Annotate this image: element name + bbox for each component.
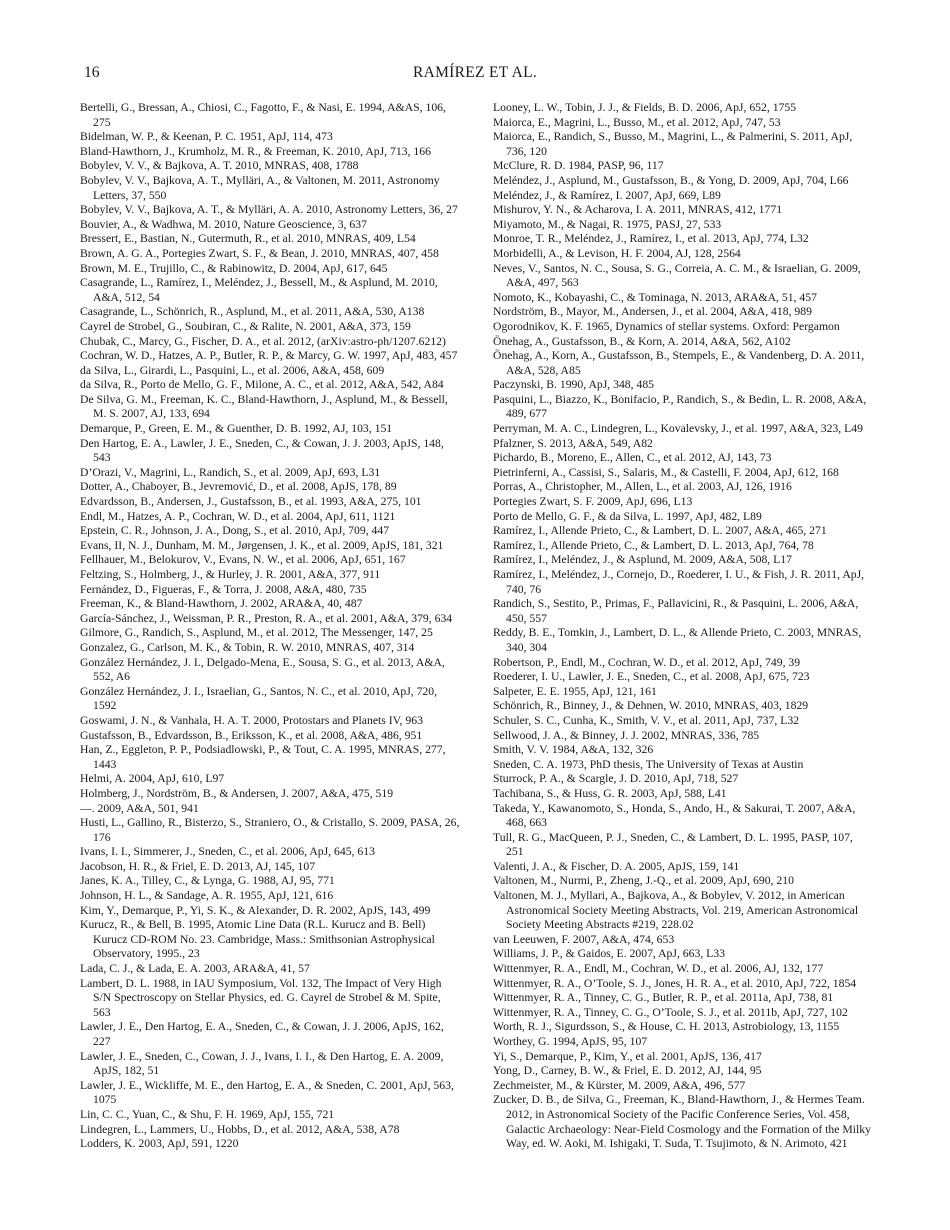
reference-entry: Sturrock, P. A., & Scargle, J. D. 2010, ApJ, 718, 527 <box>493 772 739 786</box>
reference-entry: Dotter, A., Chaboyer, B., Jevremović, D., et al. 2008, ApJS, 178, 89 <box>80 480 397 494</box>
reference-entry: Wittenmyer, R. A., Endl, M., Cochran, W. D., et al. 2006, AJ, 132, 177 <box>493 962 824 976</box>
reference-entry: Bobylev, V. V., Bajkova, A. T., Mylläri, A., & Valtonen, M. 2011, Astronomy Letters, 37, 550 <box>80 173 440 202</box>
reference-entry: Wittenmyer, R. A., Tinney, C. G., Butler, R. P., et al. 2011a, ApJ, 738, 81 <box>493 991 834 1005</box>
reference-entry: Portegies Zwart, S. F. 2009, ApJ, 696, L13 <box>493 495 693 509</box>
reference-entry: Lin, C. C., Yuan, C., & Shu, F. H. 1969, ApJ, 155, 721 <box>80 1107 335 1121</box>
reference-entry: Roederer, I. U., Lawler, J. E., Sneden, C., et al. 2008, ApJ, 675, 723 <box>493 670 810 684</box>
reference-entry: Pietrinferni, A., Cassisi, S., Salaris, M., & Castelli, F. 2004, ApJ, 612, 168 <box>493 465 839 479</box>
reference-entry: Wittenmyer, R. A., Tinney, C. G., O’Toole, S. J., et al. 2011b, ApJ, 727, 102 <box>493 1005 848 1019</box>
reference-entry: Bertelli, G., Bressan, A., Chiosi, C., Fagotto, F., & Nasi, E. 1994, A&AS, 106, 275 <box>80 101 446 129</box>
reference-entry: Sneden, C. A. 1973, PhD thesis, The University of Texas at Austin <box>493 757 804 771</box>
reference-entry: Randich, S., Sestito, P., Primas, F., Pallavicini, R., & Pasquini, L. 2006, A&A, 450, 557 <box>493 597 859 625</box>
reference-entry: Bressert, E., Bastian, N., Gutermuth, R., et al. 2010, MNRAS, 409, L54 <box>80 232 416 246</box>
reference-entry: Johnson, H. L., & Sandage, A. R. 1955, ApJ, 121, 616 <box>80 889 334 903</box>
reference-entry: Valtonen, M. J., Myllari, A., Bajkova, A., & Bobylev, V. 2012, in American Astronomical Society Meeting Abstracts, Vol. 219, American Astronomical Society Meeting Abstracts #219, 228.02 <box>493 889 859 932</box>
reference-entry: Casagrande, L., Ramírez, I., Meléndez, J., Bessell, M., & Asplund, M. 2010, A&A, 512, 54 <box>80 276 438 304</box>
reference-entry: —. 2009, A&A, 501, 941 <box>80 801 199 815</box>
reference-entry: Cayrel de Strobel, G., Soubiran, C., & Ralite, N. 2001, A&A, 373, 159 <box>80 319 411 333</box>
reference-entry: Wittenmyer, R. A., O’Toole, S. J., Jones, H. R. A., et al. 2010, ApJ, 722, 1854 <box>493 976 857 990</box>
reference-entry: Bobylev, V. V., Bajkova, A. T., & Mylläri, A. A. 2010, Astronomy Letters, 36, 27 <box>80 203 458 217</box>
reference-entry: Maiorca, E., Randich, S., Busso, M., Magrini, L., & Palmerini, S. 2011, ApJ, 736, 120 <box>493 130 853 158</box>
reference-entry: da Silva, R., Porto de Mello, G. F., Milone, A. C., et al. 2012, A&A, 542, A84 <box>80 378 444 392</box>
reference-entry: Gilmore, G., Randich, S., Asplund, M., et al. 2012, The Messenger, 147, 25 <box>80 626 433 640</box>
reference-entry: Nordström, B., Mayor, M., Andersen, J., et al. 2004, A&A, 418, 989 <box>493 305 812 319</box>
reference-entry: González Hernández, J. I., Israelian, G., Santos, N. C., et al. 2010, ApJ, 720, 1592 <box>80 684 438 713</box>
reference-entry: Lindegren, L., Lammers, U., Hobbs, D., et al. 2012, A&A, 538, A78 <box>80 1122 400 1136</box>
reference-entry: Ramírez, I., Meléndez, J., Cornejo, D., Roederer, I. U., & Fish, J. R. 2011, ApJ, 740, 76 <box>493 568 865 596</box>
reference-entry: Takeda, Y., Kawanomoto, S., Honda, S., Ando, H., & Sakurai, T. 2007, A&A, 468, 663 <box>493 801 856 830</box>
reference-entry: Lodders, K. 2003, ApJ, 591, 1220 <box>80 1137 239 1151</box>
reference-entry: Lawler, J. E., Sneden, C., Cowan, J. J., Ivans, I. I., & Den Hartog, E. A. 2009, ApJS, 182, 51 <box>80 1049 444 1078</box>
reference-entry: Casagrande, L., Schönrich, R., Asplund, M., et al. 2011, A&A, 530, A138 <box>80 305 425 319</box>
reference-entry: Han, Z., Eggleton, P. P., Podsiadlowski, P., & Tout, C. A. 1995, MNRAS, 277, 1443 <box>80 743 446 771</box>
reference-entry: Brown, A. G. A., Portegies Zwart, S. F., & Bean, J. 2010, MNRAS, 407, 458 <box>80 246 439 260</box>
reference-entry: De Silva, G. M., Freeman, K. C., Bland-Hawthorn, J., Asplund, M., & Bessell, M. S. 2007, AJ, 133, 694 <box>80 392 448 421</box>
reference-entry: Lada, C. J., & Lada, E. A. 2003, ARA&A, 41, 57 <box>80 962 310 976</box>
reference-entry: Bouvier, A., & Wadhwa, M. 2010, Nature Geoscience, 3, 637 <box>80 217 367 231</box>
reference-entry: Bland-Hawthorn, J., Krumholz, M. R., & Freeman, K. 2010, ApJ, 713, 166 <box>80 144 431 158</box>
reference-entry: D’Orazi, V., Magrini, L., Randich, S., et al. 2009, ApJ, 693, L31 <box>80 465 381 479</box>
reference-entry: Maiorca, E., Magrini, L., Busso, M., et al. 2012, ApJ, 747, 53 <box>493 115 781 129</box>
reference-entry: Tachibana, S., & Huss, G. R. 2003, ApJ, 588, L41 <box>493 786 727 800</box>
reference-entry: Worthey, G. 1994, ApJS, 95, 107 <box>493 1035 648 1048</box>
references-left-column <box>80 101 460 1152</box>
reference-entry: García-Sánchez, J., Weissman, P. R., Preston, R. A., et al. 2001, A&A, 379, 634 <box>80 611 453 625</box>
reference-entry: Meléndez, J., & Ramírez, I. 2007, ApJ, 669, L89 <box>493 188 721 202</box>
reference-entry: Chubak, C., Marcy, G., Fischer, D. A., et al. 2012, (arXiv:astro-ph/1207.6212) <box>80 334 446 348</box>
reference-entry: Kim, Y., Demarque, P., Yi, S. K., & Alexander, D. R. 2002, ApJS, 143, 499 <box>80 903 431 917</box>
reference-entry: Kurucz, R., & Bell, B. 1995, Atomic Line Data (R.L. Kurucz and B. Bell) Kurucz CD-ROM No. 23. Cambridge, Mass.: Smithsonian Astrophysical Observatory, 1995., 23 <box>80 918 435 961</box>
reference-entry: Önehag, A., Gustafsson, B., & Korn, A. 2014, A&A, 562, A102 <box>493 334 791 348</box>
reference-entry: Pichardo, B., Moreno, E., Allen, C., et al. 2012, AJ, 143, 73 <box>493 451 772 465</box>
reference-entry: van Leeuwen, F. 2007, A&A, 474, 653 <box>493 932 675 946</box>
reference-entry: Holmberg, J., Nordström, B., & Andersen, J. 2007, A&A, 475, 519 <box>80 786 394 800</box>
reference-entry: Goswami, J. N., & Vanhala, H. A. T. 2000, Protostars and Planets IV, 963 <box>80 713 423 727</box>
reference-entry: Gonzalez, G., Carlson, M. K., & Tobin, R. W. 2010, MNRAS, 407, 314 <box>80 640 415 654</box>
reference-entry: Tull, R. G., MacQueen, P. J., Sneden, C., & Lambert, D. L. 1995, PASP, 107, 251 <box>493 830 853 859</box>
reference-entry: Husti, L., Gallino, R., Bisterzo, S., Straniero, O., & Cristallo, S. 2009, PASA, 26, 176 <box>80 816 460 844</box>
reference-entry: Lawler, J. E., Den Hartog, E. A., Sneden, C., & Cowan, J. J. 2006, ApJS, 162, 227 <box>80 1020 444 1048</box>
reference-entry: Monroe, T. R., Meléndez, J., Ramírez, I., et al. 2013, ApJ, 774, L32 <box>493 232 809 246</box>
reference-entry: González Hernández, J. I., Delgado-Mena, E., Sousa, S. G., et al. 2013, A&A, 552, A6 <box>80 655 445 684</box>
reference-entry: Demarque, P., Green, E. M., & Guenther, D. B. 1992, AJ, 103, 151 <box>80 422 393 436</box>
reference-entry: Evans, II, N. J., Dunham, M. M., Jørgensen, J. K., et al. 2009, ApJS, 181, 321 <box>80 538 444 552</box>
reference-entry: Robertson, P., Endl, M., Cochran, W. D., et al. 2012, ApJ, 749, 39 <box>493 655 801 669</box>
reference-entry: Mishurov, Y. N., & Acharova, I. A. 2011, MNRAS, 412, 1771 <box>493 203 783 217</box>
reference-entry: Sellwood, J. A., & Binney, J. J. 2002, MNRAS, 336, 785 <box>493 728 760 742</box>
reference-entry: Den Hartog, E. A., Lawler, J. E., Sneden, C., & Cowan, J. J. 2003, ApJS, 148, 543 <box>80 436 444 465</box>
reference-entry: Pfalzner, S. 2013, A&A, 549, A82 <box>493 436 653 450</box>
reference-entry: Yi, S., Demarque, P., Kim, Y., et al. 2001, ApJS, 136, 417 <box>493 1049 762 1063</box>
reference-entry: Paczynski, B. 1990, ApJ, 348, 485 <box>493 378 655 392</box>
page-header <box>80 64 870 86</box>
reference-entry: Worth, R. J., Sigurdsson, S., & House, C. H. 2013, Astrobiology, 13, 1155 <box>493 1020 840 1034</box>
reference-entry: Brown, M. E., Trujillo, C., & Rabinowitz, D. 2004, ApJ, 617, 645 <box>80 261 388 275</box>
reference-entry: Morbidelli, A., & Levison, H. F. 2004, AJ, 128, 2564 <box>493 246 741 260</box>
reference-entry: Epstein, C. R., Johnson, J. A., Dong, S., et al. 2010, ApJ, 709, 447 <box>80 524 390 538</box>
reference-entry: Lawler, J. E., Wickliffe, M. E., den Hartog, E. A., & Sneden, C. 2001, ApJ, 563, 1075 <box>80 1078 454 1107</box>
reference-entry: Valenti, J. A., & Fischer, D. A. 2005, ApJS, 159, 141 <box>493 859 740 873</box>
reference-entry: Bobylev, V. V., & Bajkova, A. T. 2010, MNRAS, 408, 1788 <box>80 159 359 173</box>
reference-entry: Gustafsson, B., Edvardsson, B., Eriksson, K., et al. 2008, A&A, 486, 951 <box>80 728 423 742</box>
reference-entry: Ramírez, I., Allende Prieto, C., & Lambert, D. L. 2007, A&A, 465, 271 <box>493 524 827 538</box>
reference-entry: Jacobson, H. R., & Friel, E. D. 2013, AJ, 145, 107 <box>80 859 316 873</box>
reference-entry: Ramírez, I., Allende Prieto, C., & Lambert, D. L. 2013, ApJ, 764, 78 <box>493 538 814 552</box>
reference-entry: Looney, L. W., Tobin, J. J., & Fields, B. D. 2006, ApJ, 652, 1755 <box>493 101 797 114</box>
reference-entry: Schönrich, R., Binney, J., & Dehnen, W. 2010, MNRAS, 403, 1829 <box>493 699 809 713</box>
running-head: RAMÍREZ ET AL. <box>412 64 538 81</box>
reference-entry: Miyamoto, M., & Nagai, R. 1975, PASJ, 27, 533 <box>493 217 722 231</box>
reference-entry: Neves, V., Santos, N. C., Sousa, S. G., Correia, A. C. M., & Israelian, G. 2009, A&A, 497, 563 <box>493 261 861 290</box>
reference-entry: Edvardsson, B., Andersen, J., Gustafsson, B., et al. 1993, A&A, 275, 101 <box>80 495 422 509</box>
reference-entry: Helmi, A. 2004, ApJ, 610, L97 <box>80 772 225 786</box>
reference-entry: Feltzing, S., Holmberg, J., & Hurley, J. R. 2001, A&A, 377, 911 <box>80 568 381 581</box>
reference-entry: Zechmeister, M., & Kürster, M. 2009, A&A, 496, 577 <box>493 1078 746 1092</box>
reference-entry: Zucker, D. B., de Silva, G., Freeman, K., Bland-Hawthorn, J., & Hermes Team. 2012, in Astronomical Society of the Pacific Conference Series, Vol. 458, Galactic Archaeology: Near-Field Cosmology and the Formation of the Milky Way, ed. W. Aoki, M. Ishigaki, T. Suda, T. Tsujimoto, & N. Arimoto, 421 <box>493 1093 871 1151</box>
reference-entry: McClure, R. D. 1984, PASP, 96, 117 <box>493 159 664 173</box>
reference-entry: Pasquini, L., Biazzo, K., Bonifacio, P., Randich, S., & Bedin, L. R. 2008, A&A, 489, 677 <box>493 392 867 421</box>
reference-entry: Valtonen, M., Nurmi, P., Zheng, J.-Q., et al. 2009, ApJ, 690, 210 <box>493 874 794 888</box>
reference-entry: Salpeter, E. E. 1955, ApJ, 121, 161 <box>493 684 657 698</box>
reference-entry: Cochran, W. D., Hatzes, A. P., Butler, R. P., & Marcy, G. W. 1997, ApJ, 483, 457 <box>80 349 458 363</box>
reference-entry: da Silva, L., Girardi, L., Pasquini, L., et al. 2006, A&A, 458, 609 <box>80 363 385 377</box>
reference-entry: Porras, A., Christopher, M., Allen, L., et al. 2003, AJ, 126, 1916 <box>493 480 792 494</box>
reference-entry: Lambert, D. L. 1988, in IAU Symposium, Vol. 132, The Impact of Very High S/N Spectroscopy on Stellar Physics, ed. G. Cayrel de Strobel & M. Spite, 563 <box>80 976 442 1019</box>
reference-entry: Smith, V. V. 1984, A&A, 132, 326 <box>493 743 654 757</box>
reference-entry: Janes, K. A., Tilley, C., & Lynga, G. 1988, AJ, 95, 771 <box>80 874 335 888</box>
reference-entry: Ivans, I. I., Simmerer, J., Sneden, C., et al. 2006, ApJ, 645, 613 <box>80 845 375 859</box>
references-right-column <box>493 101 873 1152</box>
reference-entry: Fellhauer, M., Belokurov, V., Evans, N. W., et al. 2006, ApJ, 651, 167 <box>80 553 406 567</box>
reference-entry: Porto de Mello, G. F., & da Silva, L. 1997, ApJ, 482, L89 <box>493 509 762 523</box>
reference-entry: Schuler, S. C., Cunha, K., Smith, V. V., et al. 2011, ApJ, 737, L32 <box>493 713 800 727</box>
reference-entry: Önehag, A., Korn, A., Gustafsson, B., Stempels, E., & Vandenberg, D. A. 2011, A&A, 528, A85 <box>493 349 865 377</box>
reference-entry: Ogorodnikov, K. F. 1965, Dynamics of stellar systems. Oxford: Pergamon <box>493 319 840 333</box>
reference-entry: Nomoto, K., Kobayashi, C., & Tominaga, N. 2013, ARA&A, 51, 457 <box>493 290 817 304</box>
reference-entry: Ramírez, I., Meléndez, J., & Asplund, M. 2009, A&A, 508, L17 <box>493 553 792 567</box>
reference-entry: Endl, M., Hatzes, A. P., Cochran, W. D., et al. 2004, ApJ, 611, 1121 <box>80 509 396 523</box>
reference-entry: Fernández, D., Figueras, F., & Torra, J. 2008, A&A, 480, 735 <box>80 582 367 596</box>
reference-entry: Meléndez, J., Asplund, M., Gustafsson, B., & Yong, D. 2009, ApJ, 704, L66 <box>493 173 849 187</box>
reference-entry: Reddy, B. E., Tomkin, J., Lambert, D. L., & Allende Prieto, C. 2003, MNRAS, 340, 304 <box>493 626 862 654</box>
reference-entry: Bidelman, W. P., & Keenan, P. C. 1951, ApJ, 114, 473 <box>80 130 333 144</box>
reference-entry: Yong, D., Carney, B. W., & Friel, E. D. 2012, AJ, 144, 95 <box>493 1064 762 1078</box>
page-number: 16 <box>84 64 100 81</box>
reference-entry: Freeman, K., & Bland-Hawthorn, J. 2002, ARA&A, 40, 487 <box>80 597 363 611</box>
reference-entry: Williams, J. P., & Gaidos, E. 2007, ApJ, 663, L33 <box>493 947 725 961</box>
reference-entry: Perryman, M. A. C., Lindegren, L., Kovalevsky, J., et al. 1997, A&A, 323, L49 <box>493 422 863 436</box>
